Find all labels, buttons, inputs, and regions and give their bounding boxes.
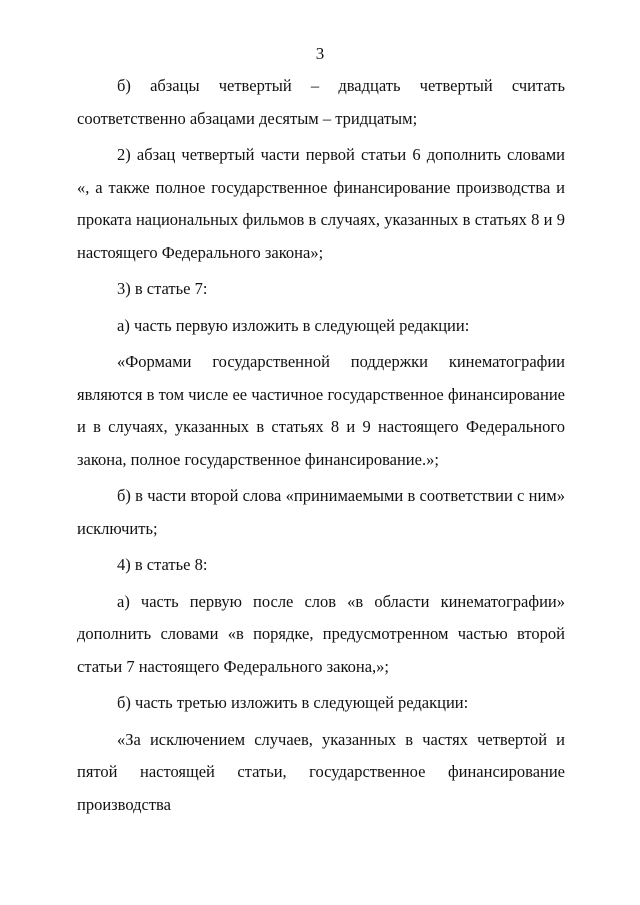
paragraph: а) часть первую после слов «в области кинематографии» дополнить словами «в порядке, предусмотренном частью второй статьи 7 настоящего Федерального закона,»; bbox=[77, 591, 565, 676]
paragraph: а) часть первую изложить в следующей редакции: bbox=[117, 315, 470, 335]
paragraph: 4) в статье 8: bbox=[117, 555, 208, 574]
paragraph: 3) в статье 7: bbox=[117, 279, 208, 298]
paragraph: б) абзацы четвертый – двадцать четвертый считать соответственно абзацами десятым – тридцатым; bbox=[77, 76, 565, 128]
paragraph: 2) абзац четвертый части первой статьи 6 дополнить словами «, а также полное государственное финансирование производства и проката национальных фильмов в случаях, указанных в статьях 8 и 9 настоящего Федерального закона»; bbox=[77, 145, 565, 262]
document-body bbox=[77, 70, 565, 821]
paragraph: «Формами государственной поддержки кинематографии являются в том числе ее частичное государственное финансирование и в случаях, указанных в статьях 8 и 9 настоящего Федерального закона, полное государственное финансирование.»; bbox=[77, 352, 565, 469]
paragraph: «За исключением случаев, указанных в частях четвертой и пятой настоящей статьи, государственное финансирование производства bbox=[77, 729, 565, 814]
paragraph: б) в части второй слова «принимаемыми в соответствии с ним» исключить; bbox=[77, 486, 565, 538]
paragraph: б) часть третью изложить в следующей редакции: bbox=[117, 693, 469, 712]
page-number: 3 bbox=[315, 44, 325, 63]
